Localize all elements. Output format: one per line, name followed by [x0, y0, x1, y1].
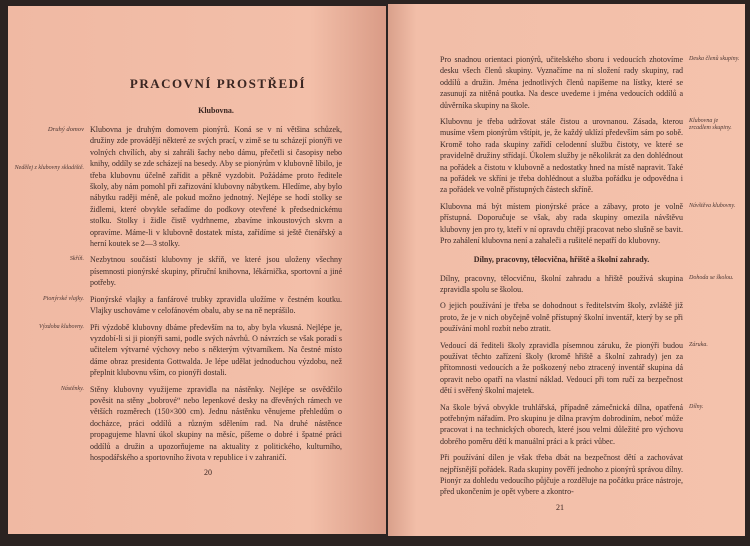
margin-column — [689, 340, 741, 349]
margin-column — [689, 54, 741, 63]
paragraph-row — [14, 384, 346, 464]
margin-note: Pionýrské vlajky. — [43, 295, 84, 302]
paragraph-row — [14, 294, 346, 317]
margin-column — [689, 300, 741, 302]
paragraph: Klubovna má být místem pionýrské práce a zábavy, proto je volně přístupná. Doporučuje se však, aby rada skupiny omezila návštěvu klubovny jen pro ty, kteří v ní opravdu chtějí pracovat nebo slušně se bavit. Pro zahálení klubovna není a zahaleči a rušitelé nepatří do klubovny. — [440, 201, 683, 246]
paragraph: Klubovna je druhým domovem pionýrů. Koná se v ní většina schůzek, družiny zde provádějí některé ze svých prací, v zimě se tu scházejí pionýři ve volných chvílích, aby si zahráli šachy nebo dámu, přečetli si časopisy nebo knihy, oddíly se zde scházejí na besedy. Aby se pionýrům v klubovně líbilo, je třeba klubovnu účelně zařídit a pěkně vyzdobit. Požádáme proto ředitele školy, aby nám pomohl při zařizování klubovny nábytkem. Hledíme, aby bylo nábytku raději méně, ale pokud možno jednotný. Nejlépe se hodí stolky se židlemi, které obvykle seřadíme do podkovy otevřené k předsednickému stolku. Stolky i židle čistě vydrhneme, zbavíme inkoustových skvrn a opravíme. Máme-li v klubovně dostatek místa, zařídíme si ještě čtenářský a herní koutek se 2—3 stolky. — [90, 125, 342, 249]
margin-note: Klubovna je zrcadlem skupiny. — [689, 118, 732, 132]
paragraph-row — [440, 340, 741, 397]
margin-note — [689, 300, 741, 302]
paragraph: Na škole bývá obvykle truhlářská, případně zámečnická dílna, opatřená potřebným nářadím. Pro skupinu je dílna pravým dobrodiním, neboť může pracovat i na technických oborech, které jsou velmi důležité pro výchovu dobrého poměru dětí k manuální práci a k práci vůbec. — [440, 402, 683, 446]
paragraph-row — [14, 254, 346, 288]
margin-column — [14, 254, 84, 263]
page-number: 20 — [204, 468, 212, 478]
paragraph: Nezbytnou součástí klubovny je skříň, ve které jsou uloženy všechny písemnosti pionýrské skupiny, příruční knihovna, lékárnička, sportovní a jiné potřeby. — [90, 255, 342, 288]
margin-note: Nedělej z klubovny skladiště. — [14, 165, 84, 171]
margin-note: Záruka. — [689, 341, 708, 348]
margin-note: Deska členů skupiny. — [689, 56, 740, 62]
section-heading: Dílny, pracovny, tělocvična, hřiště a školní zahrady. — [473, 254, 650, 264]
paragraph: Pro snadnou orientaci pionýrů, učitelského sboru i vedoucích zhotovíme desku všech členů skupiny. Vyznačíme na ní složení rady skupiny, rad oddílů a družin. Jména jednotlivých členů napíšeme na lístky, které se zasunují za nitěná poutka. Na desce uvedeme i jména vedoucích oddílů a důvěrníka skupiny na škole. — [440, 55, 683, 110]
paragraph-row — [440, 54, 741, 111]
margin-column — [14, 384, 84, 393]
paragraph: Klubovnu je třeba udržovat stále čistou a urovnanou. Zásada, kterou musíme všem pionýrům vštípit, je, že každý uklízí především sám po sobě. Kromě toho rada skupiny zařídí celodenní službu čistoty, ve které se pravidelně družiny střídají. Úkolem služby je několikrát za den dohlédnout na pořádek a čistotu v klubovně a nedostatky hned na místě napravit. Také na pořádek ve skříni je třeba dohlédnout a služba pořádku je odpovědna i za pořádek ve volně přístupných částech skříně. — [440, 117, 683, 195]
paragraph-row — [440, 201, 741, 247]
margin-column — [689, 201, 741, 210]
margin-note: Návštěva klubovny. — [689, 202, 736, 209]
margin-note: Skříň. — [69, 256, 84, 263]
margin-note: Druhý domov — [47, 126, 84, 133]
margin-column — [689, 402, 741, 411]
margin-note: Výzdoba klubovny. — [39, 323, 84, 330]
margin-column — [14, 124, 84, 172]
margin-column — [14, 322, 84, 331]
paragraph-row — [440, 452, 741, 498]
chapter-title: PRACOVNÍ PROSTŘEDÍ — [129, 76, 307, 91]
paragraph-row — [14, 322, 346, 379]
left-page — [8, 6, 386, 534]
section-heading: Klubovna. — [198, 106, 234, 115]
paragraph: O jejich používání je třeba se dohodnout s ředitelstvím školy, zvláště již proto, že je v nich obyčejně volně přístupný školní inventář, který by se při používání mohl rozbít nebo ztratit. — [440, 301, 683, 334]
right-page — [388, 4, 745, 536]
margin-column — [689, 273, 741, 282]
paragraph: Stěny klubovny využijeme zpravidla na nástěnky. Nejlépe se osvědčilo pověsit na stěny „bobrové“ nebo lepenkové desky na dřevěných rámech ve větších rozměrech (150×300 cm). Jednu nástěnku věnujeme přehledům o docházce, práci oddílů a různým sdělením rad. Na druhé nástěnce propagujeme hlavní úkol skupiny na měsíc, píšeme o dobré i špatné práci oddílů a družin a upozorňujeme na aktuality z politického, kulturního, hospodářského a sportovního života v republice i v zahraničí. — [90, 384, 342, 462]
paragraph-row — [440, 116, 741, 196]
page-number: 21 — [556, 502, 564, 512]
paragraph-row — [440, 273, 741, 296]
margin-column — [689, 452, 741, 454]
margin-note: Nástěnky. — [60, 385, 84, 392]
paragraph-row — [440, 300, 741, 334]
paragraph: Dílny, pracovny, tělocvičnu, školní zahradu a hřiště používá skupina zpravidla spolu se školou. — [440, 273, 683, 294]
paragraph: Při výzdobě klubovny dbáme především na to, aby byla vkusná. Nejlépe je, vyzdobí-li si ji pionýři sami, podle svých návrhů. O návrzích se však poradí s učitelem výtvarné výchovy nebo s některým výtvarníkem. Na čestné místo dáme obraz presidenta Gottwalda. Je lépe udělat jednoduchou výzdobu, než přeplnit klubovnu vším, co pionýři dostali. — [90, 322, 342, 378]
margin-column — [14, 294, 84, 303]
paragraph: Při používání dílen je však třeba dbát na bezpečnost dětí a zachovávat nejpřísnější pořádek. Rada skupiny pověří jednoho z pionýrů správou dílny. Pionýr za dohledu vedoucího půjčuje a rozděluje na počátku práce nástroje, před ukončením je opět vybere a zkontro- — [440, 453, 683, 497]
margin-note: Dohoda se školou. — [689, 274, 734, 281]
margin-column — [689, 116, 741, 132]
paragraph: Pionýrské vlajky a fanfárové trubky zpravidla uložíme v čestném koutku. Vlajky uschováme v celofánovém obalu, aby se na ně neprášilo. — [90, 294, 342, 316]
paragraph-row — [440, 402, 741, 448]
paragraph-row — [14, 124, 346, 249]
margin-note: Dílny. — [689, 403, 704, 410]
paragraph: Vedoucí dá řediteli školy zpravidla písemnou záruku, že pionýři budou používat těchto zařízení školy (kromě hřiště a školní zahrady) jen za přítomnosti vedoucích a že poškozený nebo ztracený inventář skupina dá opravit nebo opatří na vlastní náklad. Vedoucí při tom ručí za bezpečnost dětí i svěřený školní majetek. — [440, 340, 683, 396]
margin-note — [689, 452, 741, 454]
